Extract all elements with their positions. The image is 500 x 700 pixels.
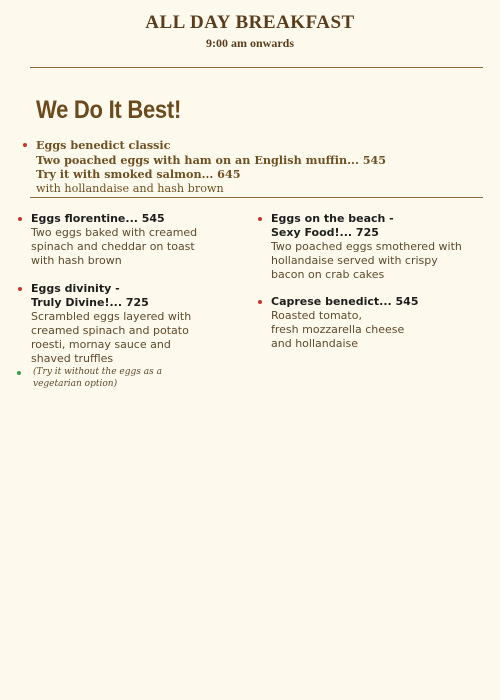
menu-item [271, 212, 491, 282]
featured-variant-1: Two poached eggs with ham on an English muffin... 545 [36, 152, 387, 167]
bullet-icon [18, 217, 22, 221]
menu-subtitle: 9:00 am onwards [205, 36, 294, 50]
menu-item [271, 295, 491, 351]
featured-variant-2: Try it with smoked salmon... 645 [36, 167, 241, 181]
featured-item [36, 138, 476, 196]
header-divider [30, 67, 483, 68]
item-description: Roasted tomato, fresh mozzarella cheese and hollandaise [271, 309, 405, 350]
bullet-icon [18, 287, 22, 291]
section-title: We Do It Best! [36, 96, 182, 124]
menu-title: ALL DAY BREAKFAST [145, 12, 355, 33]
menu-item [31, 282, 251, 366]
bullet-icon [23, 143, 27, 147]
item-name-price: Sexy Food!... 725 [271, 226, 379, 239]
section-divider [30, 197, 483, 198]
item-name: Caprese benedict... 545 [271, 295, 419, 308]
item-name: Eggs on the beach - [271, 212, 394, 225]
bullet-icon [258, 300, 262, 304]
item-name: Eggs florentine... 545 [31, 212, 165, 225]
featured-description: with hollandaise and hash brown [36, 181, 224, 195]
bullet-icon [258, 217, 262, 221]
bullet-icon [17, 371, 21, 375]
featured-name: Eggs benedict classic [36, 138, 171, 152]
item-name: Eggs divinity - [31, 282, 120, 295]
vegetarian-note: (Try it without the eggs as a vegetarian option) [33, 367, 162, 389]
item-description: Two eggs baked with creamed spinach and cheddar on toast with hash brown [31, 226, 198, 267]
item-description: Scrambled eggs layered with creamed spinach and potato roesti, mornay sauce and shaved truffles [31, 310, 192, 365]
item-name-price: Truly Divine!... 725 [31, 296, 149, 309]
menu-item [31, 212, 251, 268]
item-description: Two poached eggs smothered with hollandaise served with crispy bacon on crab cakes [271, 240, 462, 281]
